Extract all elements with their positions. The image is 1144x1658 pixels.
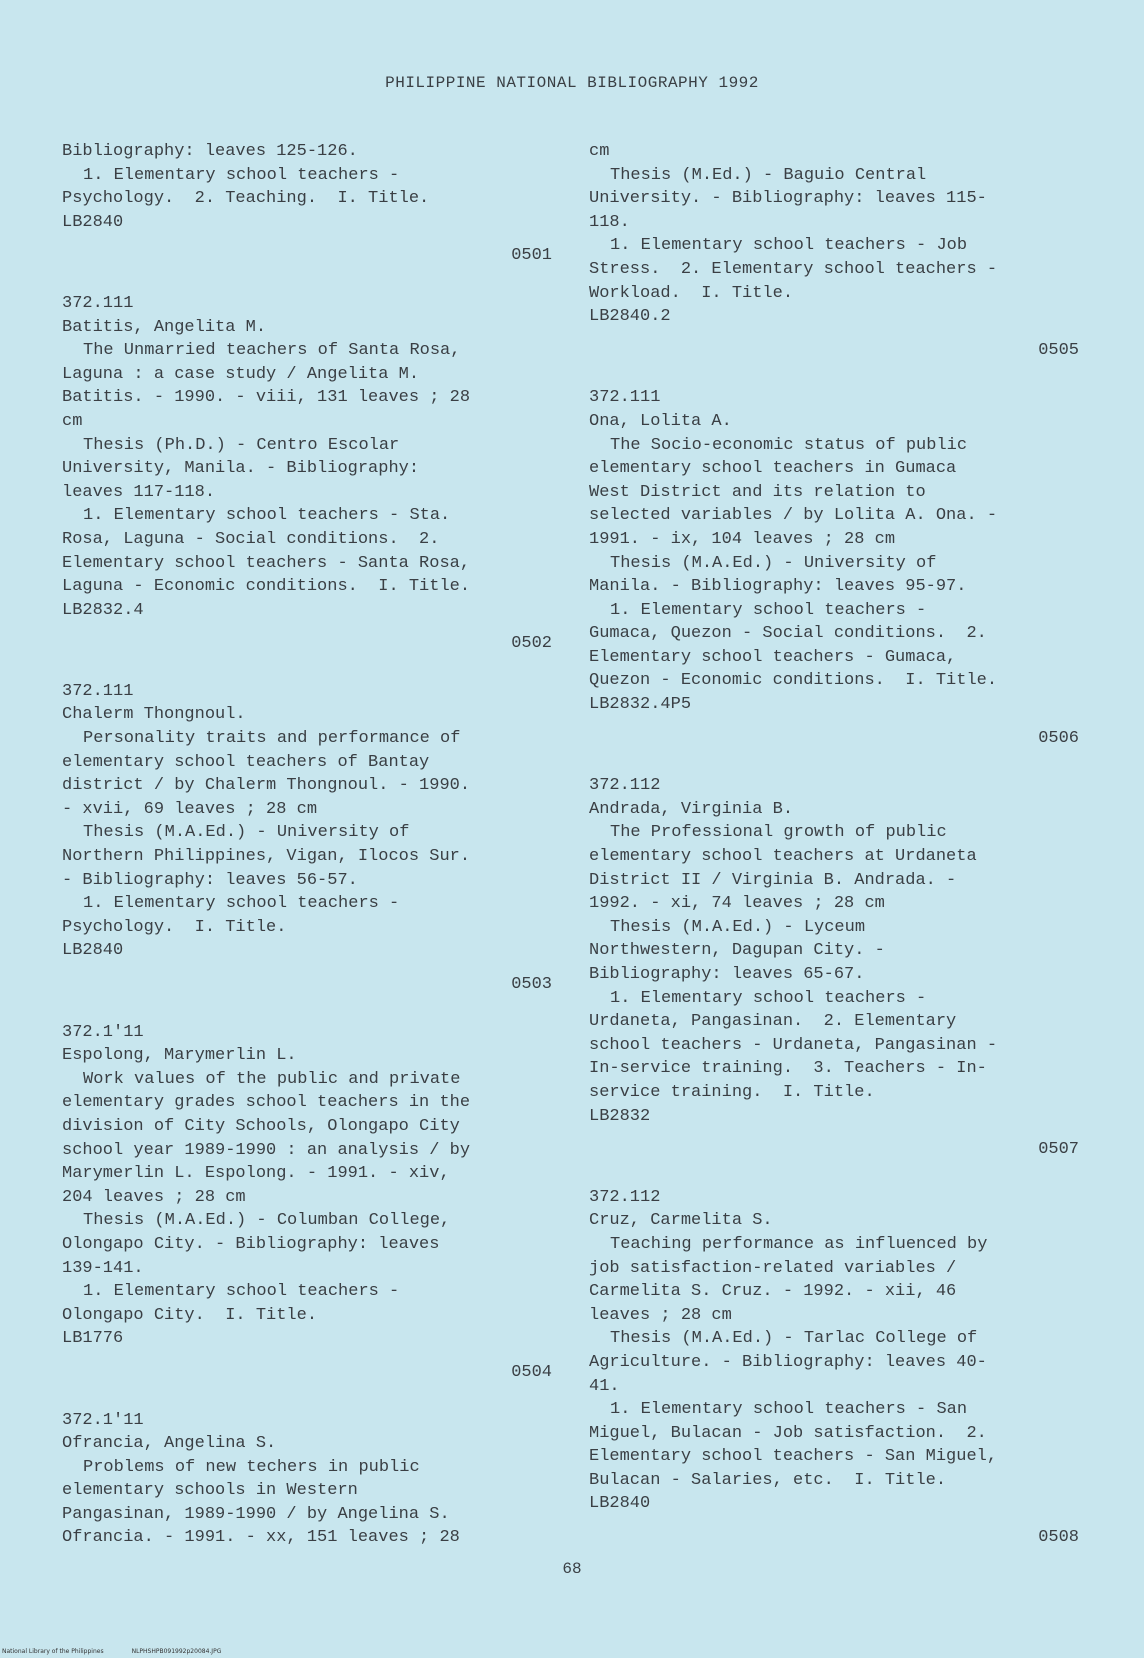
- entry-line: Ofrancia. - 1991. - xx, 151 leaves ; 28: [62, 1528, 460, 1548]
- entry-line: Teaching performance as influenced by: [610, 1234, 988, 1254]
- entry-line: 1. Elementary school teachers -: [83, 894, 400, 914]
- entry-line: division of City Schools, Olongapo City: [62, 1116, 460, 1136]
- entry-line: Espolong, Marymerlin L.: [62, 1046, 297, 1066]
- entry-line: Elementary school teachers - San Miguel,: [589, 1447, 998, 1467]
- entry-line: LB1776: [62, 1329, 124, 1349]
- entry-line: 372.112: [589, 1187, 661, 1207]
- entry-line: Personality traits and performance of: [83, 729, 461, 749]
- entry-number: 0505: [1038, 340, 1079, 360]
- entry-line: elementary grades school teachers in the: [62, 1093, 471, 1113]
- entry-number: 0502: [511, 634, 552, 654]
- entry-line: 372.112: [589, 776, 661, 796]
- bibliographic-entry: [62, 292, 552, 656]
- entry-number: 0504: [511, 1362, 552, 1382]
- entry-line: 372.111: [62, 293, 134, 313]
- entry-line: Elementary school teachers - Gumaca,: [589, 647, 957, 667]
- entry-line: Northwestern, Dagupan City. -: [589, 941, 885, 961]
- running-head: PHILIPPINE NATIONAL BIBLIOGRAPHY 1992: [385, 74, 759, 92]
- entry-line: Batitis, Angelita M.: [62, 317, 267, 337]
- entry-line: Andrada, Virginia B.: [589, 799, 794, 819]
- bibliographic-entry: [62, 1021, 552, 1385]
- entry-line: Bibliography: leaves 65-67.: [589, 965, 865, 984]
- entry-line: Elementary school teachers - Santa Rosa,: [62, 553, 471, 573]
- entry-line: Pangasinan, 1989-1990 / by Angelina S.: [62, 1504, 450, 1524]
- entry-line: - xvii, 69 leaves ; 28 cm: [62, 799, 318, 819]
- entry-line: Quezon - Economic conditions. I. Title.: [589, 671, 998, 691]
- entry-line: Miguel, Bulacan - Job satisfaction. 2.: [589, 1423, 987, 1443]
- entry-line: Workload. I. Title.: [589, 283, 794, 303]
- entry-line: 118.: [589, 212, 630, 232]
- entry-line: LB2832: [589, 1106, 651, 1126]
- entry-line: Carmelita S. Cruz. - 1992. - xii, 46: [589, 1282, 957, 1302]
- entry-line: West District and its relation to: [589, 482, 926, 502]
- entry-line: 1. Elementary school teachers - Job: [610, 236, 968, 256]
- entry-line: Ofrancia, Angelina S.: [62, 1434, 277, 1454]
- entry-number: 0503: [511, 975, 552, 994]
- entry-line: 372.1'11: [62, 1022, 144, 1042]
- entry-line: job satisfaction-related variables /: [589, 1258, 957, 1278]
- entry-line: elementary school teachers of Bantay: [62, 752, 430, 772]
- entry-line: school year 1989-1990 : an analysis / by: [62, 1140, 471, 1160]
- entry-line: LB2832.4: [62, 600, 144, 620]
- entry-line: Bibliography: leaves 125-126.: [62, 142, 358, 161]
- entry-line: 1. Elementary school teachers -: [83, 165, 400, 185]
- entry-line: elementary schools in Western: [62, 1481, 358, 1501]
- entry-line: Thesis (M.A.Ed.) - Columban College,: [83, 1211, 451, 1231]
- entry-line: 1992. - xi, 74 leaves ; 28 cm: [589, 894, 885, 914]
- bibliographic-entry: [62, 1409, 552, 1551]
- entry-line: LB2832.4P5: [589, 695, 692, 715]
- bibliographic-entry: [62, 680, 552, 997]
- entry-line: 372.111: [62, 681, 134, 701]
- entry-line: The Professional growth of public: [610, 823, 947, 843]
- page-number: 68: [562, 1560, 582, 1578]
- entry-line: district / by Chalerm Thongnoul. - 1990.: [62, 776, 471, 796]
- entry-line: 1. Elementary school teachers - Sta.: [83, 506, 451, 526]
- right-column: [589, 140, 1079, 1574]
- bibliographic-entry: [589, 1186, 1079, 1550]
- entry-line: elementary school teachers in Gumaca: [589, 459, 957, 479]
- entry-line: Laguna - Economic conditions. I. Title.: [62, 577, 471, 597]
- entry-line: Cruz, Carmelita S.: [589, 1211, 773, 1231]
- entry-line: 1. Elementary school teachers - San: [610, 1400, 968, 1420]
- entry-number: 0506: [1038, 728, 1079, 748]
- entry-line: elementary school teachers at Urdaneta: [589, 847, 977, 867]
- entry-number: 0507: [1038, 1140, 1079, 1160]
- entry-line: school teachers - Urdaneta, Pangasinan -: [589, 1035, 998, 1055]
- entry-line: Psychology. I. Title.: [62, 917, 287, 937]
- entry-line: LB2840: [589, 1494, 651, 1514]
- entry-line: Thesis (M.A.Ed.) - University of: [610, 553, 937, 573]
- entry-line: 372.111: [589, 388, 661, 408]
- entry-line: 204 leaves ; 28 cm: [62, 1187, 246, 1207]
- entry-number: 0501: [511, 246, 552, 266]
- footer-library: National Library of the Philippines: [2, 1648, 104, 1655]
- entry-line: Olongapo City. - Bibliography: leaves: [62, 1234, 440, 1254]
- entry-line: Rosa, Laguna - Social conditions. 2.: [62, 529, 440, 549]
- left-column: [62, 140, 552, 1550]
- entry-line: Marymerlin L. Espolong. - 1991. - xiv,: [62, 1164, 450, 1184]
- entry-line: 1. Elementary school teachers -: [83, 1282, 400, 1302]
- entry-line: Stress. 2. Elementary school teachers -: [589, 259, 998, 279]
- scan-footer: [2, 1648, 249, 1655]
- entry-line: University. - Bibliography: leaves 115-: [589, 189, 987, 209]
- entry-line: Psychology. 2. Teaching. I. Title.: [62, 189, 430, 209]
- entry-line: Thesis (M.A.Ed.) - University of: [83, 823, 410, 843]
- entry-line: service training. I. Title.: [589, 1082, 875, 1102]
- entry-line: selected variables / by Lolita A. Ona. -: [589, 506, 998, 526]
- entry-line: 41.: [589, 1376, 620, 1396]
- entry-line: Thesis (M.A.Ed.) - Lyceum: [610, 917, 866, 937]
- entry-line: 372.1'11: [62, 1410, 144, 1430]
- entry-line: Manila. - Bibliography: leaves 95-97.: [589, 577, 967, 597]
- entry-line: 139-141.: [62, 1258, 144, 1278]
- entry-line: leaves 117-118.: [62, 482, 216, 502]
- entry-line: Thesis (M.Ed.) - Baguio Central: [610, 165, 927, 185]
- entry-line: University, Manila. - Bibliography:: [62, 459, 420, 479]
- entry-line: Agriculture. - Bibliography: leaves 40-: [589, 1352, 987, 1372]
- entry-line: 1991. - ix, 104 leaves ; 28 cm: [589, 529, 896, 549]
- entry-line: Thesis (M.A.Ed.) - Tarlac College of: [610, 1329, 978, 1349]
- entry-line: Olongapo City. I. Title.: [62, 1305, 318, 1325]
- entry-line: LB2840: [62, 941, 124, 961]
- entry-line: LB2840: [62, 212, 124, 232]
- entry-line: Work values of the public and private: [83, 1069, 461, 1089]
- bibliographic-entry: [589, 140, 1079, 362]
- entry-line: cm: [62, 411, 83, 431]
- entry-line: leaves ; 28 cm: [589, 1305, 732, 1325]
- bibliographic-entry: [62, 140, 552, 268]
- entry-line: Urdaneta, Pangasinan. 2. Elementary: [589, 1012, 957, 1032]
- entry-line: The Unmarried teachers of Santa Rosa,: [83, 341, 461, 361]
- entry-line: LB2840.2: [589, 307, 671, 327]
- bibliographic-entry: [589, 774, 1079, 1162]
- entry-line: cm: [589, 142, 610, 161]
- entry-line: In-service training. 3. Teachers - In-: [589, 1059, 987, 1079]
- entry-line: Batitis. - 1990. - viii, 131 leaves ; 28: [62, 388, 471, 408]
- bibliographic-entry: [589, 386, 1079, 750]
- footer-filename: NLPHSHPB091992p20084.JPG: [131, 1648, 222, 1655]
- entry-line: Laguna : a case study / Angelita M.: [62, 364, 420, 384]
- entry-line: District II / Virginia B. Andrada. -: [589, 870, 957, 890]
- entry-line: Bulacan - Salaries, etc. I. Title.: [589, 1470, 947, 1490]
- entry-line: The Socio-economic status of public: [610, 435, 968, 455]
- entry-line: Problems of new techers in public: [83, 1457, 420, 1477]
- entry-line: Thesis (Ph.D.) - Centro Escolar: [83, 435, 400, 455]
- entry-line: 1. Elementary school teachers -: [610, 600, 927, 620]
- entry-line: 1. Elementary school teachers -: [610, 988, 927, 1008]
- entry-line: - Bibliography: leaves 56-57.: [62, 870, 358, 890]
- entry-number: 0508: [1038, 1528, 1079, 1548]
- entry-line: Northern Philippines, Vigan, Ilocos Sur.: [62, 847, 471, 867]
- entry-line: Ona, Lolita A.: [589, 411, 732, 431]
- entry-line: Chalerm Thongnoul.: [62, 705, 246, 725]
- entry-line: Gumaca, Quezon - Social conditions. 2.: [589, 624, 987, 644]
